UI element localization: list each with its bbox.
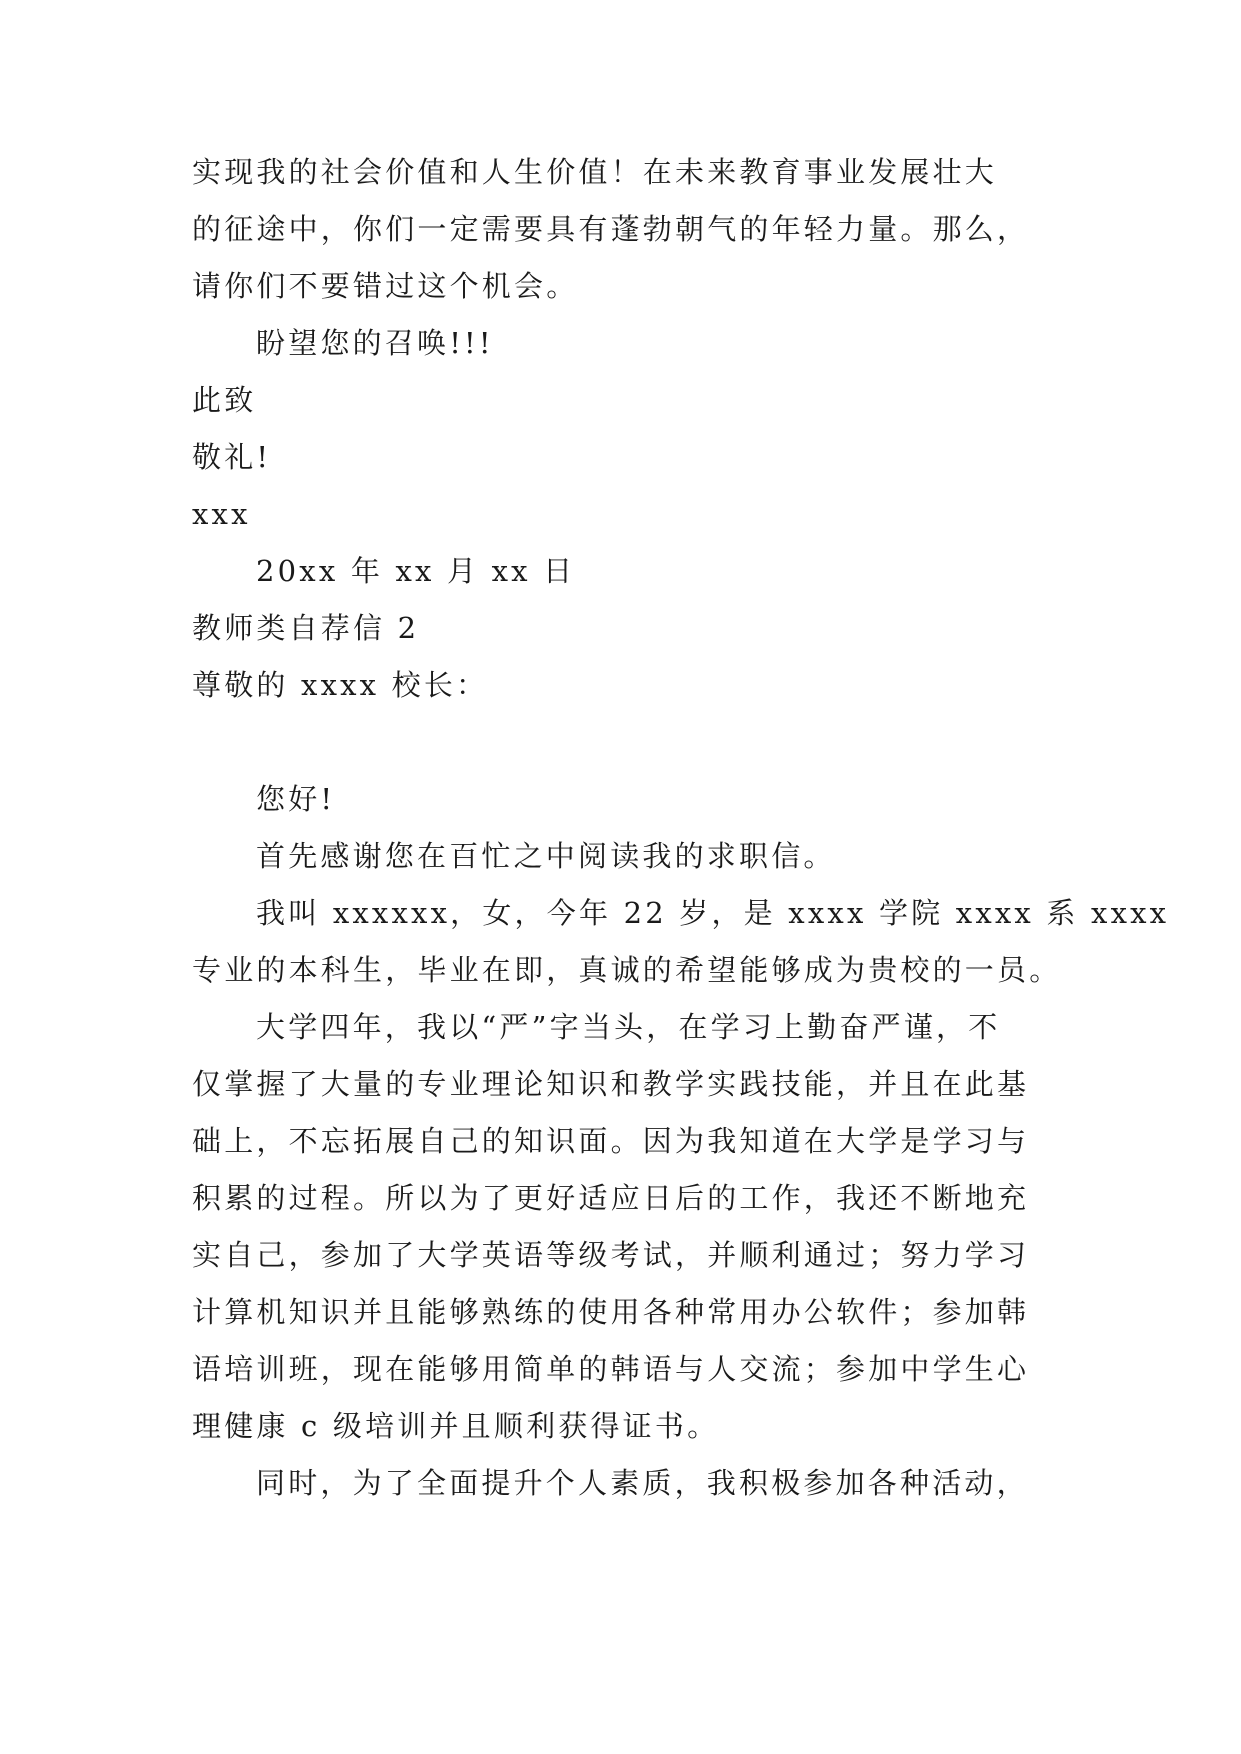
text-line: 理健康 c 级培训并且顺利获得证书。 (192, 1409, 720, 1443)
text-line: 语培训班，现在能够用简单的韩语与人交流；参加中学生心 (192, 1352, 1030, 1386)
text-line: 尊敬的 xxxx 校长： (192, 668, 489, 702)
text-line: 的征途中，你们一定需要具有蓬勃朝气的年轻力量。那么， (192, 212, 1030, 246)
text-line: 盼望您的召唤!!! (256, 326, 494, 360)
text-line: 我叫 xxxxxx，女，今年 22 岁，是 xxxx 学院 xxxx 系 xxxx (256, 896, 1170, 930)
text-line: 仅掌握了大量的专业理论知识和教学实践技能，并且在此基 (192, 1067, 1030, 1101)
text-line: 您好! (256, 782, 336, 816)
text-line: 计算机知识并且能够熟练的使用各种常用办公软件；参加韩 (192, 1295, 1030, 1329)
text-line: 敬礼! (192, 440, 272, 474)
text-line: 此致 (192, 383, 257, 417)
text-line: 请你们不要错过这个机会。 (192, 269, 579, 303)
text-line: 20xx 年 xx 月 xx 日 (256, 554, 576, 588)
text-line: xxx (192, 497, 251, 531)
text-line: 首先感谢您在百忙之中阅读我的求职信。 (256, 839, 836, 873)
text-line: 专业的本科生，毕业在即，真诚的希望能够成为贵校的一员。 (192, 953, 1062, 987)
text-line: 大学四年，我以“严”字当头，在学习上勤奋严谨，不 (256, 1010, 1001, 1044)
text-line: 实现我的社会价值和人生价值！在未来教育事业发展壮大 (192, 155, 998, 189)
text-line: 同时，为了全面提升个人素质，我积极参加各种活动， (256, 1466, 1029, 1500)
text-line: 础上，不忘拓展自己的知识面。因为我知道在大学是学习与 (192, 1124, 1030, 1158)
text-line: 实自己，参加了大学英语等级考试，并顺利通过；努力学习 (192, 1238, 1030, 1272)
text-line: 教师类自荐信 2 (192, 611, 420, 645)
text-line: 积累的过程。所以为了更好适应日后的工作，我还不断地充 (192, 1181, 1030, 1215)
